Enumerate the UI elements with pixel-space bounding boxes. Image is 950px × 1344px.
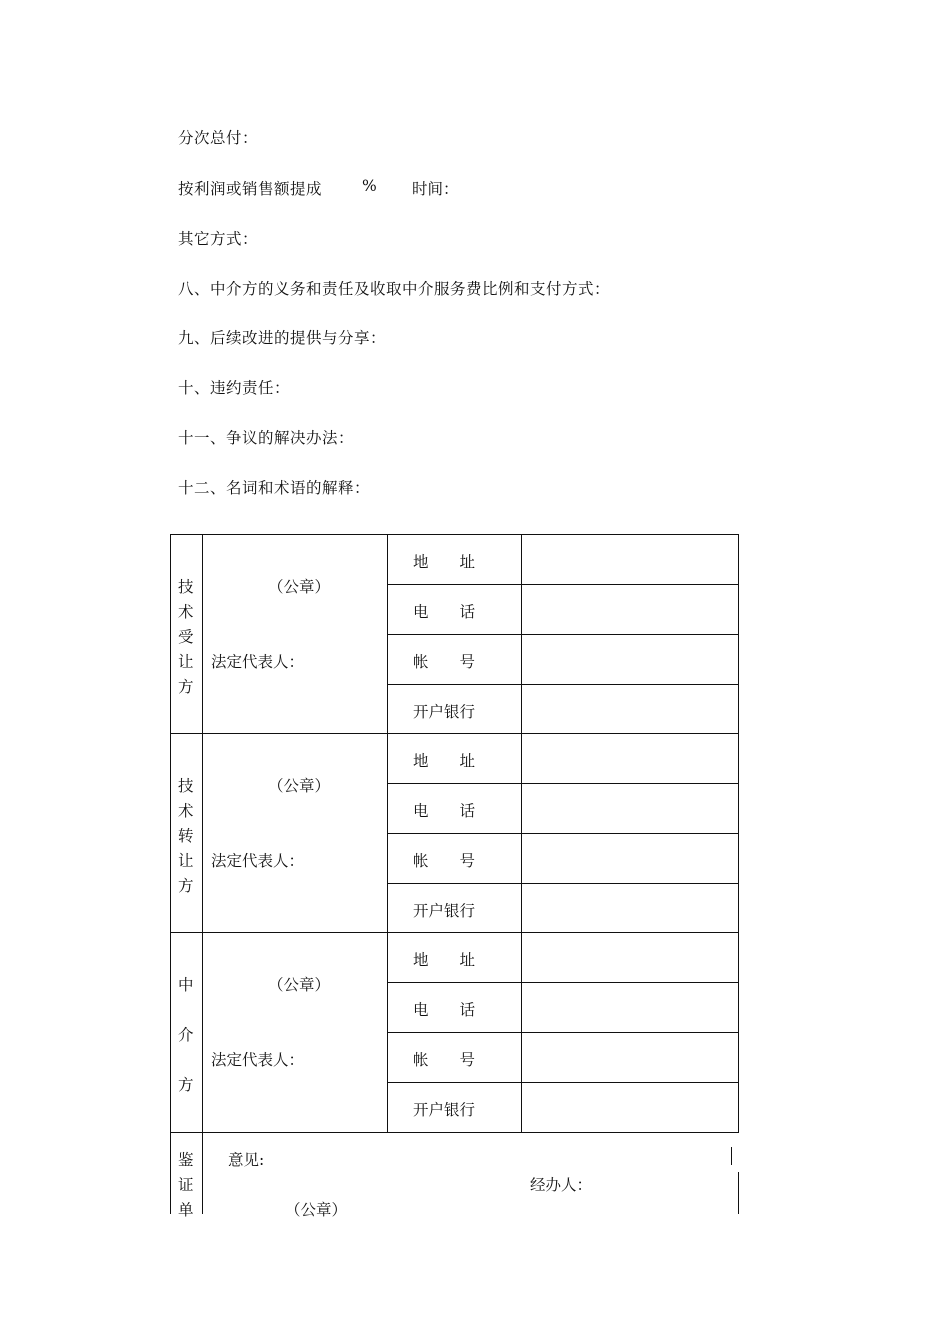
party-label-char: 方 bbox=[178, 877, 194, 895]
clause-10: 十、违约责任： bbox=[178, 379, 291, 397]
account-label: 帐 号 bbox=[413, 1051, 476, 1069]
table-top-rule bbox=[170, 534, 739, 535]
table-right-border bbox=[731, 1147, 732, 1165]
table-rule bbox=[387, 982, 739, 983]
bank-label: 开户银行 bbox=[413, 703, 476, 721]
party-label-char: 转 bbox=[178, 827, 194, 845]
verification-label-char: 单 bbox=[178, 1201, 194, 1219]
handler-label: 经办人： bbox=[530, 1176, 593, 1194]
table-rule bbox=[387, 783, 739, 784]
address-label: 地 址 bbox=[413, 553, 476, 571]
party-label-char: 让 bbox=[178, 653, 194, 671]
seal-label: （公章） bbox=[268, 777, 331, 795]
seal-label: （公章） bbox=[268, 578, 331, 596]
bank-label: 开户银行 bbox=[413, 1101, 476, 1119]
phone-label: 电 话 bbox=[413, 1001, 476, 1019]
other-methods-line: 其它方式： bbox=[178, 230, 259, 248]
party-label-char: 方 bbox=[178, 678, 194, 696]
table-rule bbox=[387, 1032, 739, 1033]
party-label-char: 方 bbox=[178, 1076, 194, 1094]
party-label-char: 受 bbox=[178, 628, 194, 646]
party-label-char: 让 bbox=[178, 852, 194, 870]
verification-label-char: 鉴 bbox=[178, 1151, 194, 1169]
legal-rep-label: 法定代表人： bbox=[211, 653, 305, 671]
clause-8: 八、中介方的义务和责任及收取中介服务费比例和支付方式： bbox=[178, 280, 611, 298]
phone-label: 电 话 bbox=[413, 603, 476, 621]
verification-seal-label: （公章） bbox=[285, 1201, 348, 1219]
table-rule bbox=[387, 883, 739, 884]
verification-label-char: 证 bbox=[178, 1176, 194, 1194]
party-label-char: 介 bbox=[178, 1026, 194, 1044]
clause-11: 十一、争议的解决办法： bbox=[178, 429, 355, 447]
party-label-char: 术 bbox=[178, 603, 194, 621]
table-right-border bbox=[738, 534, 739, 1132]
table-col-divider bbox=[387, 534, 388, 1132]
royalty-line: 按利润或销售额提成 bbox=[178, 180, 323, 198]
phone-label: 电 话 bbox=[413, 802, 476, 820]
table-right-border bbox=[738, 1172, 739, 1214]
party-label-char: 中 bbox=[178, 976, 194, 994]
table-rule bbox=[387, 833, 739, 834]
table-col-divider bbox=[521, 534, 522, 1132]
table-rule bbox=[387, 1082, 739, 1083]
table-left-border bbox=[170, 534, 171, 1214]
party-label-char: 术 bbox=[178, 802, 194, 820]
legal-rep-label: 法定代表人： bbox=[211, 852, 305, 870]
opinion-label: 意见: bbox=[228, 1151, 265, 1169]
legal-rep-label: 法定代表人： bbox=[211, 1051, 305, 1069]
time-label: 时间： bbox=[412, 180, 459, 198]
address-label: 地 址 bbox=[413, 752, 476, 770]
seal-label: （公章） bbox=[268, 976, 331, 994]
table-rule bbox=[387, 584, 739, 585]
installment-payment-line: 分次总付： bbox=[178, 129, 259, 147]
table-rule bbox=[387, 684, 739, 685]
address-label: 地 址 bbox=[413, 951, 476, 969]
bank-label: 开户银行 bbox=[413, 902, 476, 920]
table-col-divider bbox=[202, 534, 203, 1214]
table-rule bbox=[170, 1132, 739, 1133]
party-label-char: 技 bbox=[178, 777, 194, 795]
account-label: 帐 号 bbox=[413, 653, 476, 671]
party-label-char: 技 bbox=[178, 578, 194, 596]
table-rule bbox=[170, 932, 739, 933]
account-label: 帐 号 bbox=[413, 852, 476, 870]
clause-12: 十二、名词和术语的解释： bbox=[178, 479, 371, 497]
clause-9: 九、后续改进的提供与分享： bbox=[178, 329, 387, 347]
table-rule bbox=[170, 733, 739, 734]
percent-sign: % bbox=[362, 177, 377, 195]
table-rule bbox=[387, 634, 739, 635]
